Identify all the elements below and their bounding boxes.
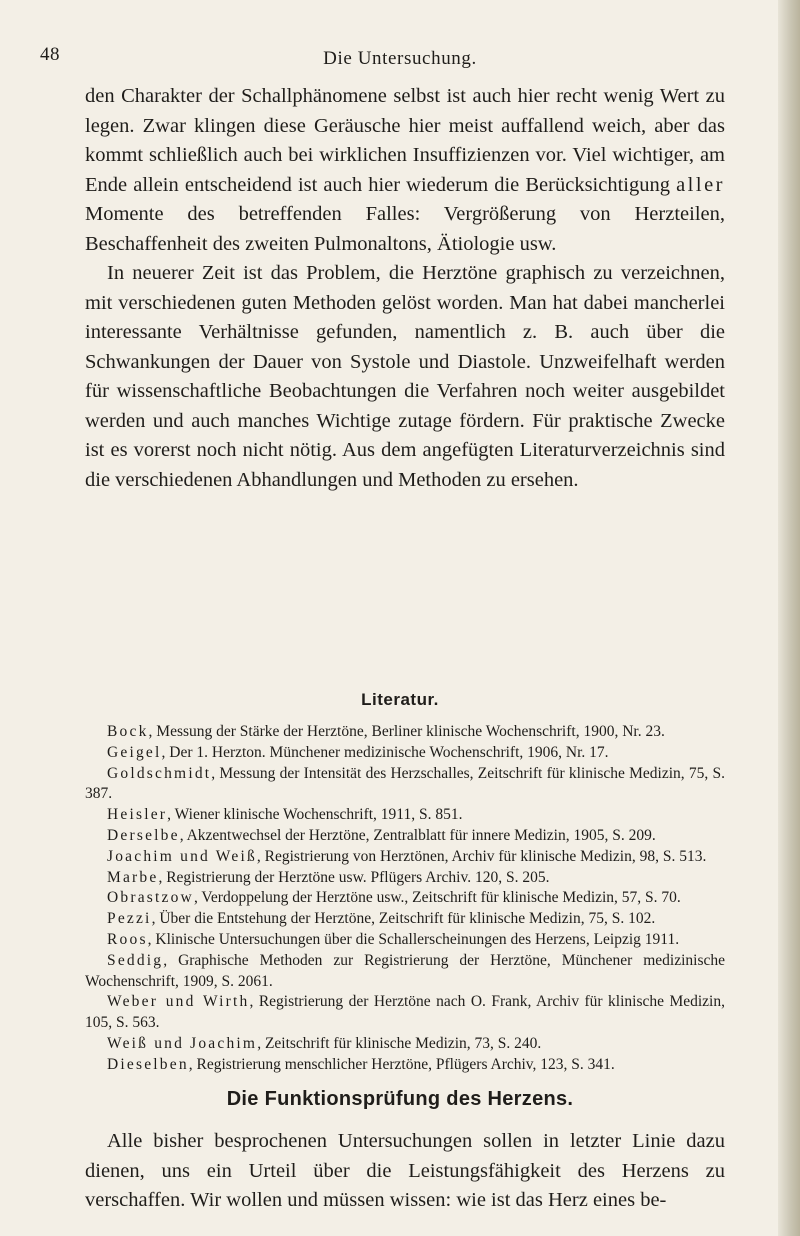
- reference-text: , Registrierung menschlicher Herztöne, Pflügers Archiv, 123, S. 341.: [188, 1055, 615, 1073]
- reference-author: Goldschmidt: [107, 764, 212, 782]
- reference-text: , Akzentwechsel der Herztöne, Zentralblatt für innere Medizin, 1905, S. 209.: [179, 826, 656, 844]
- reference-author: Weiß und Joachim: [107, 1034, 258, 1052]
- reference-text: , Über die Entstehung der Herztöne, Zeitschrift für klinische Medizin, 75, S. 102.: [151, 910, 656, 928]
- reference-author: Geigel: [107, 743, 162, 761]
- reference-author: Derselbe: [107, 826, 180, 844]
- reference-item: [85, 1055, 725, 1076]
- reference-author: Joachim und Weiß: [107, 847, 257, 865]
- reference-author: Bock: [107, 723, 149, 740]
- reference-author: Seddig: [107, 951, 164, 969]
- reference-item: [85, 888, 725, 909]
- reference-author: Heisler: [107, 806, 168, 824]
- reference-item: [85, 722, 725, 743]
- page-edge-shadow: [778, 0, 800, 1236]
- reference-item: [85, 1034, 725, 1055]
- reference-author: Dieselben: [107, 1055, 189, 1073]
- reference-author: Weber und Wirth: [107, 993, 250, 1011]
- paragraph-1-end: Momente des betreffenden Falles: Vergrößerung von Herzteilen, Beschaffenheit des zweiten Pulmonaltons, Ätiologie usw.: [85, 203, 725, 255]
- body-text: [85, 82, 725, 495]
- paragraph-1: [85, 82, 725, 259]
- reference-text: , Messung der Intensität des Herzschalles, Zeitschrift für klinische Medizin, 75, S. 387.: [85, 764, 725, 803]
- reference-item: [85, 826, 725, 847]
- reference-item: [85, 743, 725, 764]
- reference-item: [85, 930, 725, 951]
- literature-heading: Literatur.: [361, 690, 439, 709]
- reference-author: Roos: [107, 930, 148, 948]
- reference-author: Marbe: [107, 868, 159, 886]
- running-head: Die Untersuchung.: [323, 48, 477, 69]
- reference-text: , Zeitschrift für klinische Medizin, 73, S. 240.: [257, 1034, 542, 1052]
- reference-text: , Graphische Methoden zur Registrierung der Herztöne, Münchener medizinische Wochenschrift, 1909, S. 2061.: [85, 951, 725, 990]
- reference-text: , Registrierung der Herztöne usw. Pflügers Archiv. 120, S. 205.: [158, 868, 550, 886]
- reference-author: Pezzi: [107, 910, 152, 928]
- page-number: 48: [40, 44, 60, 65]
- reference-item: [85, 909, 725, 930]
- reference-text: , Registrierung von Herztönen, Archiv für klinische Medizin, 98, S. 513.: [256, 847, 707, 865]
- section-body: [85, 1127, 725, 1216]
- emphasis-aller: aller: [676, 173, 725, 196]
- reference-list: [85, 722, 725, 1076]
- reference-text: , Verdoppelung der Herztöne usw., Zeitschrift für klinische Medizin, 57, S. 70.: [193, 889, 681, 907]
- reference-text: , Der 1. Herzton. Münchener medizinische Wochenschrift, 1906, Nr. 17.: [161, 743, 609, 761]
- section-heading: Die Funktionsprüfung des Herzens.: [226, 1088, 574, 1110]
- reference-text: , Registrierung der Herztöne nach O. Frank, Archiv für klinische Medizin, 105, S. 563.: [85, 993, 725, 1032]
- page-header: [0, 44, 800, 74]
- reference-item: [85, 764, 725, 806]
- reference-item: [85, 805, 725, 826]
- reference-text: , Klinische Untersuchungen über die Schallerscheinungen des Herzens, Leipzig 1911.: [147, 930, 680, 948]
- reference-item: [85, 951, 725, 993]
- reference-text: , Messung der Stärke der Herztöne, Berliner klinische Wochenschrift, 1900, Nr. 23.: [148, 723, 665, 740]
- reference-author: Obrastzow: [107, 889, 194, 907]
- paragraph-1-start: den Charakter der Schallphänomene selbst ist auch hier recht wenig Wert zu legen. Zwar klingen diese Geräusche hier meist auffallend weich, aber das kommt schließlich auch bei wirklichen Insuffizienzen vor. Viel wichtiger, am Ende allein entscheidend ist auch hier wiederum die Berücksichtigung: [85, 85, 725, 196]
- reference-text: , Wiener klinische Wochenschrift, 1911, S. 851.: [167, 806, 463, 824]
- reference-item: [85, 868, 725, 889]
- paragraph-2: In neuerer Zeit ist das Problem, die Herztöne graphisch zu verzeichnen, mit verschiedenen guten Methoden gelöst worden. Man hat dabei mancherlei interessante Verhältnisse gefunden, namentlich z. B. auch über die Schwankungen der Dauer von Systole und Diastole. Unzweifelhaft werden für wissenschaftliche Beobachtungen die Verfahren noch weiter ausgebildet werden und auch manches Wichtige zutage fördern. Für praktische Zwecke ist es vorerst noch nicht nötig. Aus dem angefügten Literaturverzeichnis sind die verschiedenen Abhandlungen und Methoden zu ersehen.: [85, 262, 725, 491]
- section-paragraph: Alle bisher besprochenen Untersuchungen sollen in letzter Linie dazu dienen, uns ein Urteil über die Leistungsfähigkeit des Herzens zu verschaffen. Wir wollen und müssen wissen: wie ist das Herz eines be-: [85, 1130, 725, 1211]
- reference-item: [85, 992, 725, 1034]
- reference-item: [85, 847, 725, 868]
